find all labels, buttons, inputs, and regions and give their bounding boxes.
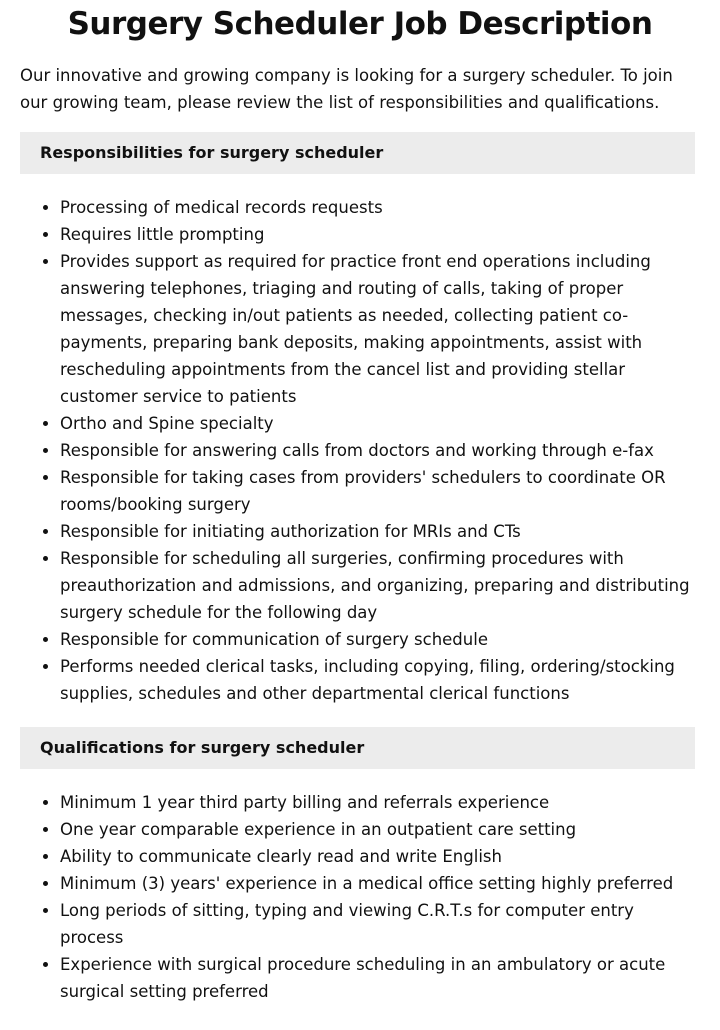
list-item: • Minimum 1 year third party billing and referrals experience [60, 789, 695, 816]
list-item: • Experience with surgical procedure scheduling in an ambulatory or acute surgical setting preferred [60, 951, 695, 1005]
list-item: • Performs needed clerical tasks, including copying, filing, ordering/stocking supplies, schedules and other departmental clerical functions [60, 653, 695, 707]
list-item: • Processing of medical records requests [60, 194, 695, 221]
list-item: • Responsible for answering calls from doctors and working through e-fax [60, 437, 695, 464]
list-item: • Responsible for taking cases from providers' schedulers to coordinate OR rooms/booking surgery [60, 464, 695, 518]
list-item: • Responsible for scheduling all surgeries, confirming procedures with preauthorization and admissions, and organizing, preparing and distributing surgery schedule for the following day [60, 545, 695, 626]
list-item: • Provides support as required for practice front end operations including answering telephones, triaging and routing of calls, taking of proper messages, checking in/out patients as needed, collecting patient co-payments, preparing bank deposits, making appointments, assist with rescheduling appointments from the cancel list and providing stellar customer service to patients [60, 248, 695, 410]
responsibilities-heading: Responsibilities for surgery scheduler [20, 132, 695, 174]
list-item: • Responsible for communication of surgery schedule [60, 626, 695, 653]
list-item: • Minimum (3) years' experience in a medical office setting highly preferred [60, 870, 695, 897]
list-item: • Ortho and Spine specialty [60, 410, 695, 437]
responsibilities-list [20, 194, 695, 707]
qualifications-list [20, 789, 695, 1005]
list-item: • Responsible for initiating authorization for MRIs and CTs [60, 518, 695, 545]
list-item: • Requires little prompting [60, 221, 695, 248]
page-title: Surgery Scheduler Job Description [67, 6, 653, 42]
list-item: • Ability to communicate clearly read and write English [60, 843, 695, 870]
qualifications-heading: Qualifications for surgery scheduler [20, 727, 695, 769]
list-item: • Long periods of sitting, typing and viewing C.R.T.s for computer entry process [60, 897, 695, 951]
intro-text: Our innovative and growing company is looking for a surgery scheduler. To join our growing team, please review the list of responsibilities and qualifications. [20, 66, 673, 112]
list-item: • One year comparable experience in an outpatient care setting [60, 816, 695, 843]
